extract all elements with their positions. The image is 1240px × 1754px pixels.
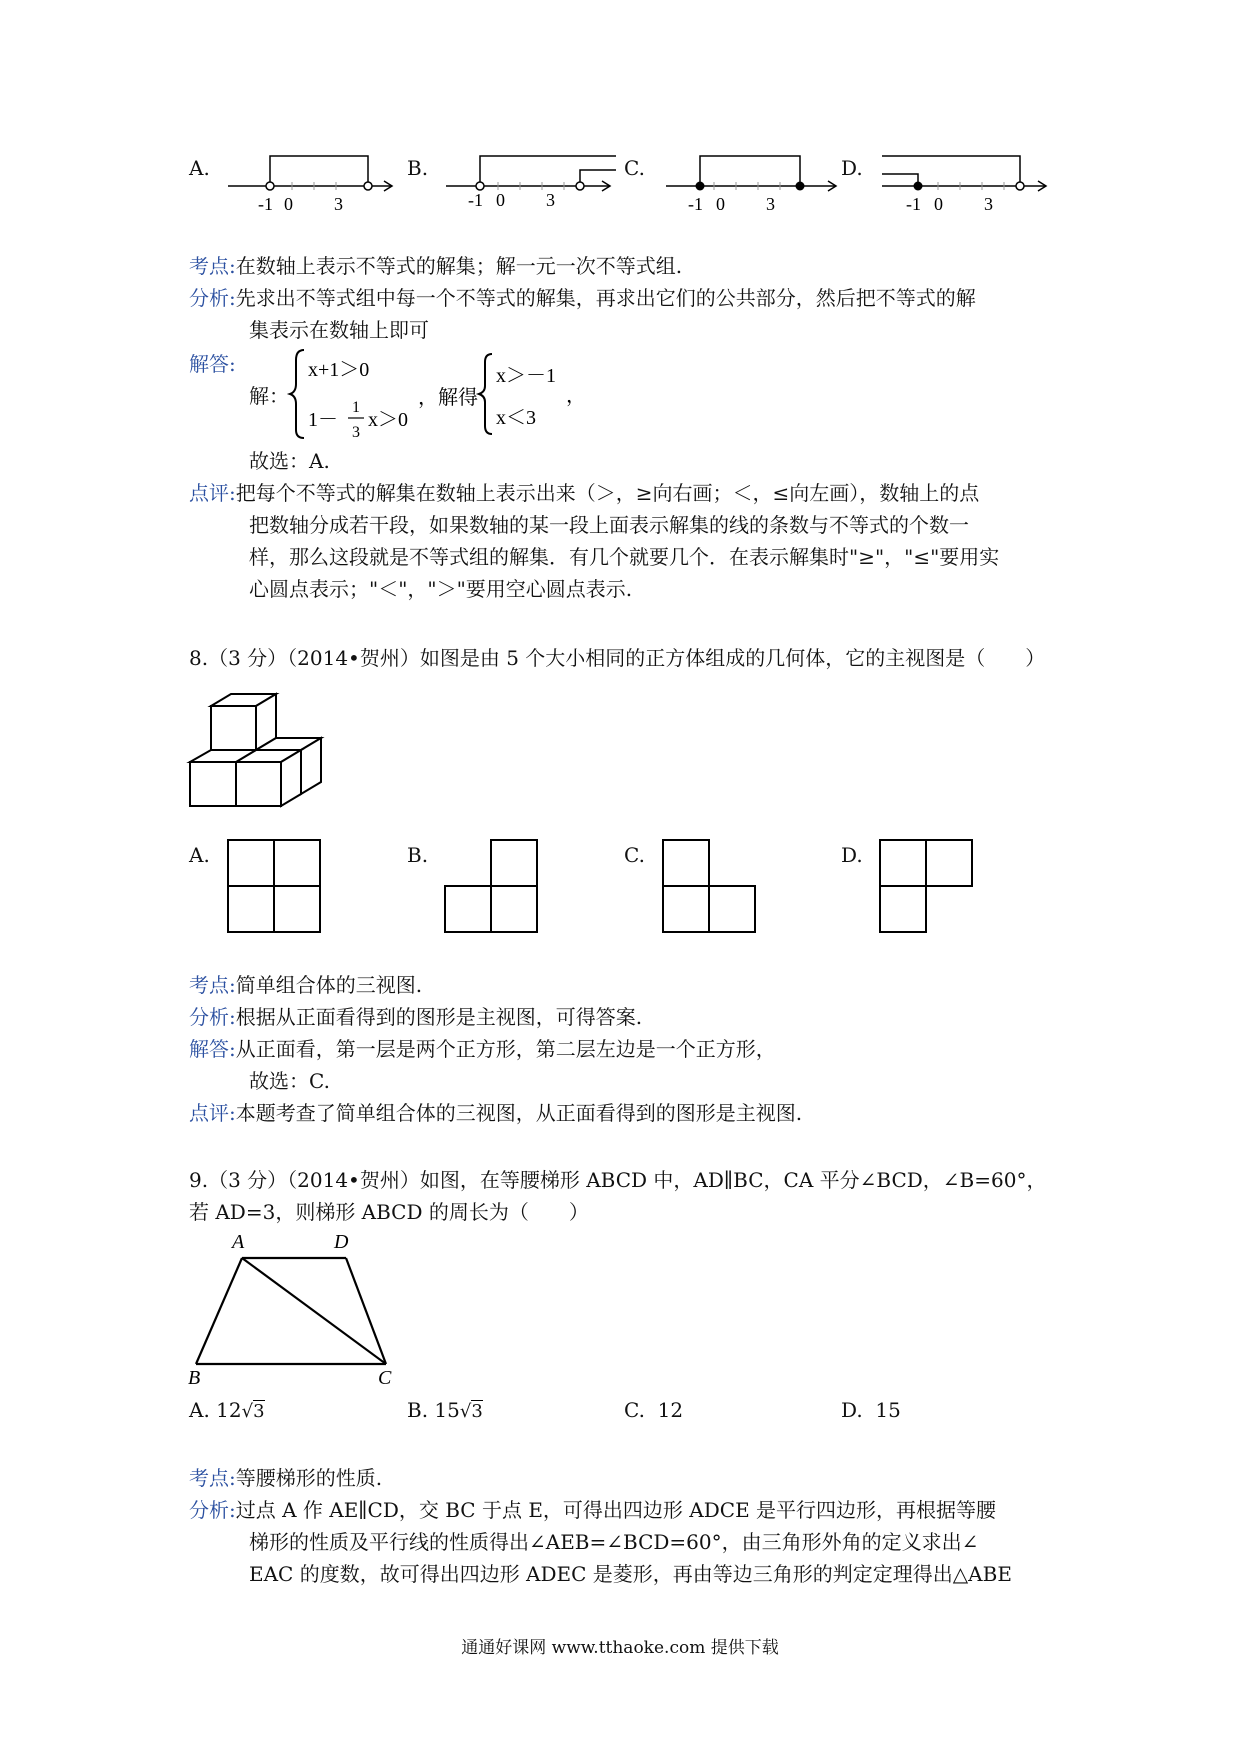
system1-row2-post: x＞0 xyxy=(368,409,408,431)
q8-option-c-letter: C. xyxy=(624,843,645,867)
kaodian-text: 简单组合体的三视图. xyxy=(235,973,423,997)
q8-cube-figure xyxy=(186,686,326,826)
tick-label: -1 xyxy=(688,194,703,214)
inequality-systems xyxy=(288,344,586,444)
q7-option-c-letter: C. xyxy=(624,156,645,180)
q7-option-c-numberline xyxy=(660,148,840,218)
tick-label: 0 xyxy=(716,194,725,214)
vertex-label-b: B xyxy=(188,1367,201,1389)
dianping-text: 本题考查了简单组合体的三视图，从正面看得到的图形是主视图. xyxy=(235,1101,803,1125)
q8-kaodian xyxy=(189,969,422,1001)
page-footer: 通通好课网 www.tthaoke.com 提供下载 xyxy=(461,1638,779,1658)
q7-option-d-numberline xyxy=(876,148,1056,218)
tick-label: 0 xyxy=(284,194,293,214)
q9-trapezoid-figure xyxy=(186,1228,406,1389)
option-letter: B. xyxy=(407,1398,429,1422)
q7-dianping-cont: 样，那么这段就是不等式组的解集．有几个就要几个．在表示解集时"≥"，"≤"要用实 xyxy=(249,545,1000,569)
q9-option-c xyxy=(624,1394,683,1426)
q7-option-a-numberline xyxy=(222,148,402,218)
jieda-tag: 解答: xyxy=(189,352,236,376)
option-value: 12 xyxy=(657,1398,684,1422)
q7-dianping xyxy=(189,477,979,509)
q9-fenxi xyxy=(189,1494,996,1526)
kaodian-text: 等腰梯形的性质. xyxy=(235,1466,383,1490)
q9-stem-line2: 若 AD=3，则梯形 ABCD 的周长为（ ） xyxy=(189,1200,589,1224)
kaodian-tag: 考点: xyxy=(189,973,236,997)
fenxi-tag: 分析: xyxy=(189,286,236,310)
vertex-label-a: A xyxy=(232,1231,245,1253)
q9-fenxi-cont: 梯形的性质及平行线的性质得出∠AEB=∠BCD=60°，由三角形外角的定义求出∠ xyxy=(249,1530,979,1554)
option-letter: A. xyxy=(189,1398,210,1422)
q8-option-d-view xyxy=(878,838,974,936)
q8-jieda xyxy=(189,1033,776,1065)
tick-label: 3 xyxy=(334,194,343,214)
option-radicand: 3 xyxy=(253,1401,265,1422)
tick-label: -1 xyxy=(906,194,921,214)
kaodian-text: 在数轴上表示不等式的解集；解一元一次不等式组. xyxy=(235,254,683,278)
fenxi-text: 过点 A 作 AE∥CD，交 BC 于点 E，可得出四边形 ADCE 是平行四边形，再根据等腰 xyxy=(235,1498,997,1522)
system1-row1: x+1＞0 xyxy=(308,359,370,381)
fenxi-text: 根据从正面看得到的图形是主视图，可得答案. xyxy=(235,1005,643,1029)
q8-answer: 故选：C. xyxy=(249,1069,330,1093)
tick-label: 0 xyxy=(934,194,943,214)
vertex-label-c: C xyxy=(378,1367,392,1389)
q9-kaodian xyxy=(189,1462,382,1494)
q7-fenxi-cont: 集表示在数轴上即可 xyxy=(249,318,429,342)
q9-option-d xyxy=(841,1394,901,1426)
dianping-text: 把每个不等式的解集在数轴上表示出来（＞，≥向右画；＜，≤向左画），数轴上的点 xyxy=(235,481,980,505)
system2-row2: x＜3 xyxy=(496,407,536,429)
q8-option-a-view xyxy=(226,838,322,936)
kaodian-tag: 考点: xyxy=(189,254,236,278)
q7-dianping-cont: 心圆点表示；"＜"，"＞"要用空心圆点表示. xyxy=(249,577,633,601)
q9-fenxi-cont: EAC 的度数，故可得出四边形 ADEC 是菱形，再由等边三角形的判定定理得出△ABE xyxy=(249,1562,1012,1586)
q9-option-b: B. 15√3 xyxy=(407,1398,483,1422)
tick-label: -1 xyxy=(468,190,483,210)
fenxi-tag: 分析: xyxy=(189,1498,236,1522)
q8-option-b-letter: B. xyxy=(407,843,429,867)
comma: ， xyxy=(418,387,438,409)
q8-stem: 8.（3 分）（2014•贺州）如图是由 5 个大小相同的正方体组成的几何体，它的主视图是（ ） xyxy=(189,646,1046,670)
q7-kaodian xyxy=(189,250,682,282)
tick-label: 3 xyxy=(766,194,775,214)
comma: ， xyxy=(566,385,586,407)
fenxi-tag: 分析: xyxy=(189,1005,236,1029)
q7-option-a-letter: A. xyxy=(189,156,210,180)
tick-label: 0 xyxy=(496,190,505,210)
q9-option-a: A. 12√3 xyxy=(189,1398,265,1422)
q7-option-b-numberline xyxy=(440,148,620,218)
q8-option-c-view xyxy=(661,838,757,936)
dianping-tag: 点评: xyxy=(189,481,236,505)
q8-dianping xyxy=(189,1097,802,1129)
fraction-denominator: 3 xyxy=(352,424,360,441)
jiede-label: 解得 xyxy=(438,387,478,409)
option-value: 15 xyxy=(875,1398,901,1422)
tick-label: -1 xyxy=(258,194,273,214)
q8-fenxi xyxy=(189,1001,642,1033)
system1-row2-pre: 1－ xyxy=(308,409,338,431)
dianping-tag: 点评: xyxy=(189,1101,236,1125)
kaodian-tag: 考点: xyxy=(189,1466,236,1490)
tick-label: 3 xyxy=(546,190,555,210)
option-radicand: 3 xyxy=(471,1401,483,1422)
q8-option-a-letter: A. xyxy=(189,843,210,867)
q9-stem-line1: 9.（3 分）（2014•贺州）如图，在等腰梯形 ABCD 中，AD∥BC，CA 平分∠BCD，∠B=60°， xyxy=(189,1168,1047,1192)
option-coef: 12 xyxy=(216,1398,242,1422)
vertex-label-d: D xyxy=(334,1231,349,1253)
system2-row1: x＞－1 xyxy=(496,365,556,387)
option-letter: D. xyxy=(841,1398,863,1422)
q7-dianping-cont: 把数轴分成若干段，如果数轴的某一段上面表示解集的线的条数与不等式的个数一 xyxy=(249,513,969,537)
jieda-text: 从正面看，第一层是两个正方形，第二层左边是一个正方形， xyxy=(235,1037,776,1061)
fenxi-text: 先求出不等式组中每一个不等式的解集，再求出它们的公共部分，然后把不等式的解 xyxy=(235,286,976,310)
q7-answer: 故选：A. xyxy=(249,449,330,473)
q8-option-b-view xyxy=(443,838,539,936)
option-letter: C. xyxy=(624,1398,645,1422)
q8-option-d-letter: D. xyxy=(841,843,863,867)
fraction-numerator: 1 xyxy=(352,399,360,416)
option-coef: 15 xyxy=(434,1398,460,1422)
q7-option-b-letter: B. xyxy=(407,156,429,180)
jie-label: 解： xyxy=(249,384,289,408)
q7-fenxi xyxy=(189,282,976,314)
tick-label: 3 xyxy=(984,194,993,214)
jieda-tag: 解答: xyxy=(189,1037,236,1061)
q7-option-d-letter: D. xyxy=(841,156,863,180)
